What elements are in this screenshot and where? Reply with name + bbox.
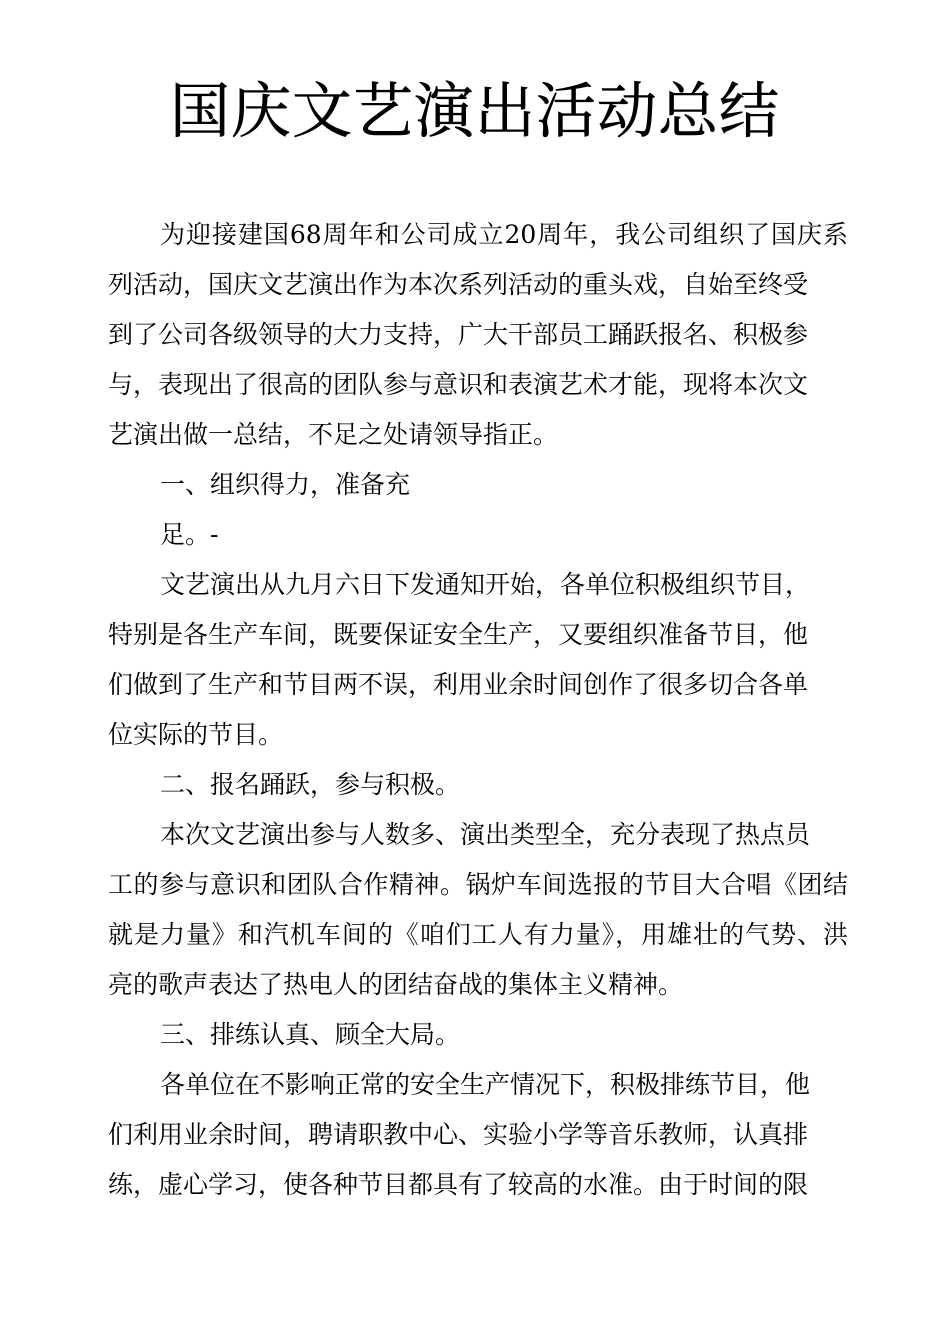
body-line: 文艺演出从九月六日下发通知开始，各单位积极组织节目， xyxy=(160,570,811,599)
body-line: 亮的歌声表达了热电人的团结奋战的集体主义精神。 xyxy=(108,970,684,999)
body-line: 列活动，国庆文艺演出作为本次系列活动的重头戏，自始至终受 xyxy=(108,270,809,299)
body-line: 特别是各生产车间，既要保证安全生产，又要组织准备节目，他 xyxy=(108,620,809,649)
body-line: 们利用业余时间，聘请职教中心、实验小学等音乐教师，认真排 xyxy=(108,1120,809,1149)
body-line: 二、报名踊跃，参与积极。 xyxy=(160,770,461,799)
document-title: 国庆文艺演出活动总结 xyxy=(170,77,780,147)
body-line: 练，虚心学习，使各种节目都具有了较高的水准。由于时间的限 xyxy=(108,1170,809,1199)
body-line: 为迎接建国68周年和公司成立20周年，我公司组织了国庆系 xyxy=(160,220,848,249)
document-body xyxy=(108,210,848,1210)
body-line: 到了公司各级领导的大力支持，广大干部员工踊跃报名、积极参 xyxy=(108,320,809,349)
body-line: 三、排练认真、顾全大局。 xyxy=(160,1020,461,1049)
body-line: 们做到了生产和节目两不误，利用业余时间创作了很多切合各单 xyxy=(108,670,809,699)
body-line: 与，表现出了很高的团队参与意识和表演艺术才能，现将本次文 xyxy=(108,370,809,399)
body-line: 一、组织得力，准备充 xyxy=(160,470,411,499)
body-line: 各单位在不影响正常的安全生产情况下，积极排练节目，他 xyxy=(160,1070,811,1099)
body-line: 就是力量》和汽机车间的《咱们工人有力量》，用雄壮的气势、洪 xyxy=(108,920,848,949)
body-line: 艺演出做一总结，不足之处请领导指正。 xyxy=(108,420,559,449)
body-line: 本次文艺演出参与人数多、演出类型全，充分表现了热点员 xyxy=(160,820,811,849)
body-line: 工的参与意识和团队合作精神。锅炉车间选报的节目大合唱《团结 xyxy=(108,870,848,899)
body-line: 足。- xyxy=(160,520,219,549)
body-line: 位实际的节目。 xyxy=(108,720,284,749)
